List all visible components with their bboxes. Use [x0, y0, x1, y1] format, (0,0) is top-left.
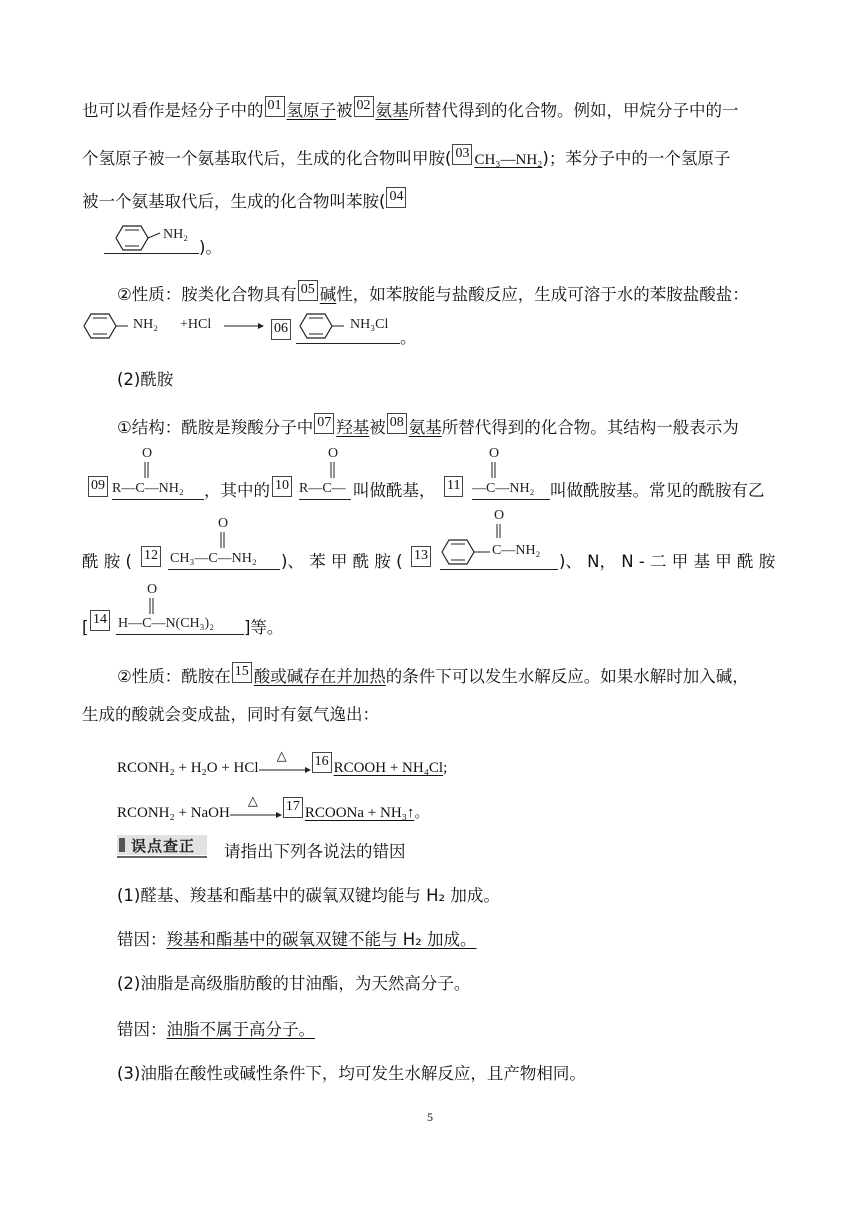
delta-symbol: △ [247, 793, 258, 808]
error-check-tag [117, 833, 207, 857]
page-number: 5 [427, 1110, 433, 1124]
reason-1-line [117, 928, 477, 952]
question-1: (1)醛基、羧基和酯基中的碳氧双键均能与 H₂ 加成。 [117, 886, 500, 905]
answer-11-underline [472, 499, 550, 500]
equation-1 [117, 748, 448, 780]
answer-07: 羟基 [336, 418, 370, 437]
blank-number-15: 15 [232, 662, 252, 683]
double-bond-icon [327, 462, 339, 480]
double-bond-icon [146, 598, 158, 616]
double-bond-icon [493, 524, 505, 540]
text: [ [82, 618, 89, 637]
text: ]等。 [244, 618, 284, 637]
answer-03: CH₃—NH₂ [474, 152, 543, 168]
double-bond-icon [488, 462, 500, 480]
amide-property-line-1 [117, 662, 749, 689]
amide-general-formula: R—C—NH₂ [112, 481, 184, 496]
benzene-ring-icon [108, 222, 158, 254]
reason-label: 错因： [117, 1020, 167, 1039]
text: 酰 胺 ( [82, 552, 132, 571]
benzene-ring-icon [296, 310, 356, 342]
carbonyl-oxygen: O [218, 516, 229, 531]
answer-06-underline [296, 343, 400, 344]
delta-symbol: △ [276, 748, 287, 763]
question-3: (3)油脂在酸性或碱性条件下，均可发生水解反应，且产物相同。 [117, 1064, 586, 1083]
text: )、 N， N - 二 甲 基 甲 酰 胺 [559, 552, 776, 571]
equation-left: RCONH₂ + H₂O + HCl [117, 760, 259, 776]
aniline-nh2: NH₂ [163, 227, 189, 242]
intro-line-2 [82, 144, 730, 172]
carbonyl-oxygen: O [328, 446, 339, 461]
text: 。 [400, 328, 417, 347]
reason-2: 油脂不属于高分子。 [166, 1020, 315, 1039]
dmf-formula: H—C—N(CH₃)₂ [118, 616, 215, 631]
blank-number-04: 04 [386, 187, 406, 208]
text: 叫做酰胺基。常见的酰胺有乙 [550, 481, 765, 500]
answer-14-underline [116, 634, 244, 635]
text: )；苯分子中的一个氢原子 [542, 149, 731, 168]
amide-heading: (2)酰胺 [117, 370, 174, 389]
equation-2 [117, 793, 430, 825]
answer-01: 氢原子 [286, 101, 336, 120]
text: 的条件下可以发生水解反应。如果水解时加入碱， [385, 667, 749, 686]
heat-arrow-icon [230, 793, 282, 817]
benzene-ring-icon [82, 310, 132, 342]
blank-number-06: 06 [271, 319, 291, 340]
reason-label: 错因： [117, 930, 167, 949]
double-bond-icon [217, 532, 229, 550]
text: 也可以看作是烃分子中的 [82, 101, 264, 120]
blank-number-08: 08 [387, 413, 407, 434]
text: ①结构：酰胺是羧酸分子中 [117, 418, 314, 437]
text: 被 [369, 418, 386, 437]
aniline-nh2: NH₂ [133, 317, 159, 332]
error-check-label: 误点查正 [131, 837, 196, 855]
blank-number-03: 03 [452, 144, 472, 165]
text: ②性质：胺类化合物具有 [117, 285, 297, 304]
text: 性，如苯胺能与盐酸反应，生成可溶于水的苯胺盐酸盐： [336, 285, 749, 304]
blank-number-17: 17 [283, 797, 303, 818]
blank-number-02: 02 [354, 96, 374, 117]
answer-02: 氨基 [375, 101, 409, 120]
carbonyl-oxygen: O [489, 446, 500, 461]
reason-1: 羧基和酯基中的碳氧双键不能与 H₂ 加成。 [166, 930, 477, 949]
blank-number-13: 13 [411, 546, 431, 567]
amide-structure-line [117, 413, 739, 440]
answer-09-underline [112, 499, 204, 500]
amide-property-line-2: 生成的酸就会变成盐，同时有氨气逸出： [82, 705, 379, 724]
equation-left: RCONH₂ + NaOH [117, 805, 230, 821]
text: 所替代得到的化合物。其结构一般表示为 [441, 418, 739, 437]
text: ②性质：酰胺在 [117, 667, 231, 686]
answer-13-underline [440, 569, 558, 570]
blank-number-05: 05 [298, 280, 318, 301]
blank-number-10: 10 [272, 476, 292, 497]
answer-10-underline [299, 499, 351, 500]
carbonyl-oxygen: O [142, 446, 153, 461]
text: 个氢原子被一个氨基取代后，生成的化合物叫甲胺( [82, 149, 452, 168]
carbonyl-oxygen: O [494, 508, 505, 523]
blank-number-16: 16 [312, 752, 332, 773]
intro-line-1 [82, 96, 739, 123]
blank-number-01: 01 [265, 96, 285, 117]
text: )、 苯 甲 酰 胺 ( [281, 552, 403, 571]
text: 所替代得到的化合物。例如，甲烷分子中的一 [408, 101, 739, 120]
blank-number-12: 12 [141, 546, 161, 567]
text: 。 [414, 805, 430, 821]
blank-number-11: 11 [444, 476, 463, 497]
answer-12-underline [168, 569, 280, 570]
answer-04-underline [104, 253, 199, 254]
answer-15: 酸或碱存在并加热 [253, 667, 386, 686]
answer-08: 氨基 [408, 418, 442, 437]
text: 被 [336, 101, 353, 120]
blank-number-14: 14 [90, 610, 110, 631]
anilinium-chloride: NH₃Cl [350, 317, 389, 332]
double-bond-icon [141, 462, 153, 480]
answer-16: RCOOH + NH₄Cl [333, 760, 444, 776]
text: 被一个氨基取代后，生成的化合物叫苯胺( [82, 192, 386, 211]
text: ，其中的 [204, 481, 270, 500]
benzamide-formula: C—NH₂ [492, 543, 541, 558]
text: 叫做酰基， [353, 481, 436, 500]
blank-number-07: 07 [314, 413, 334, 434]
carbonyl-oxygen: O [147, 582, 158, 597]
acyl-group-formula: R—C— [299, 481, 346, 496]
plus-hcl: +HCl [180, 317, 212, 332]
acetamide-formula: CH₃—C—NH₂ [170, 551, 257, 566]
benzene-ring-icon [440, 536, 496, 568]
reaction-arrow-icon [224, 320, 264, 330]
answer-05: 碱 [319, 285, 337, 304]
question-2: (2)油脂是高级脂肪酸的甘油酯，为天然高分子。 [117, 974, 471, 993]
text: ; [443, 760, 448, 776]
answer-17: RCOONa + NH₃↑ [304, 805, 415, 821]
error-check-prompt: 请指出下列各说法的错因 [224, 842, 406, 861]
heat-arrow-icon [259, 748, 311, 772]
amide-group-formula: —C—NH₂ [472, 481, 535, 496]
blank-number-09: 09 [88, 476, 108, 497]
intro-line-3 [82, 187, 408, 214]
reason-2-line [117, 1018, 315, 1042]
amine-property-line [117, 280, 749, 307]
intro-line-4-end: )。 [199, 238, 222, 257]
